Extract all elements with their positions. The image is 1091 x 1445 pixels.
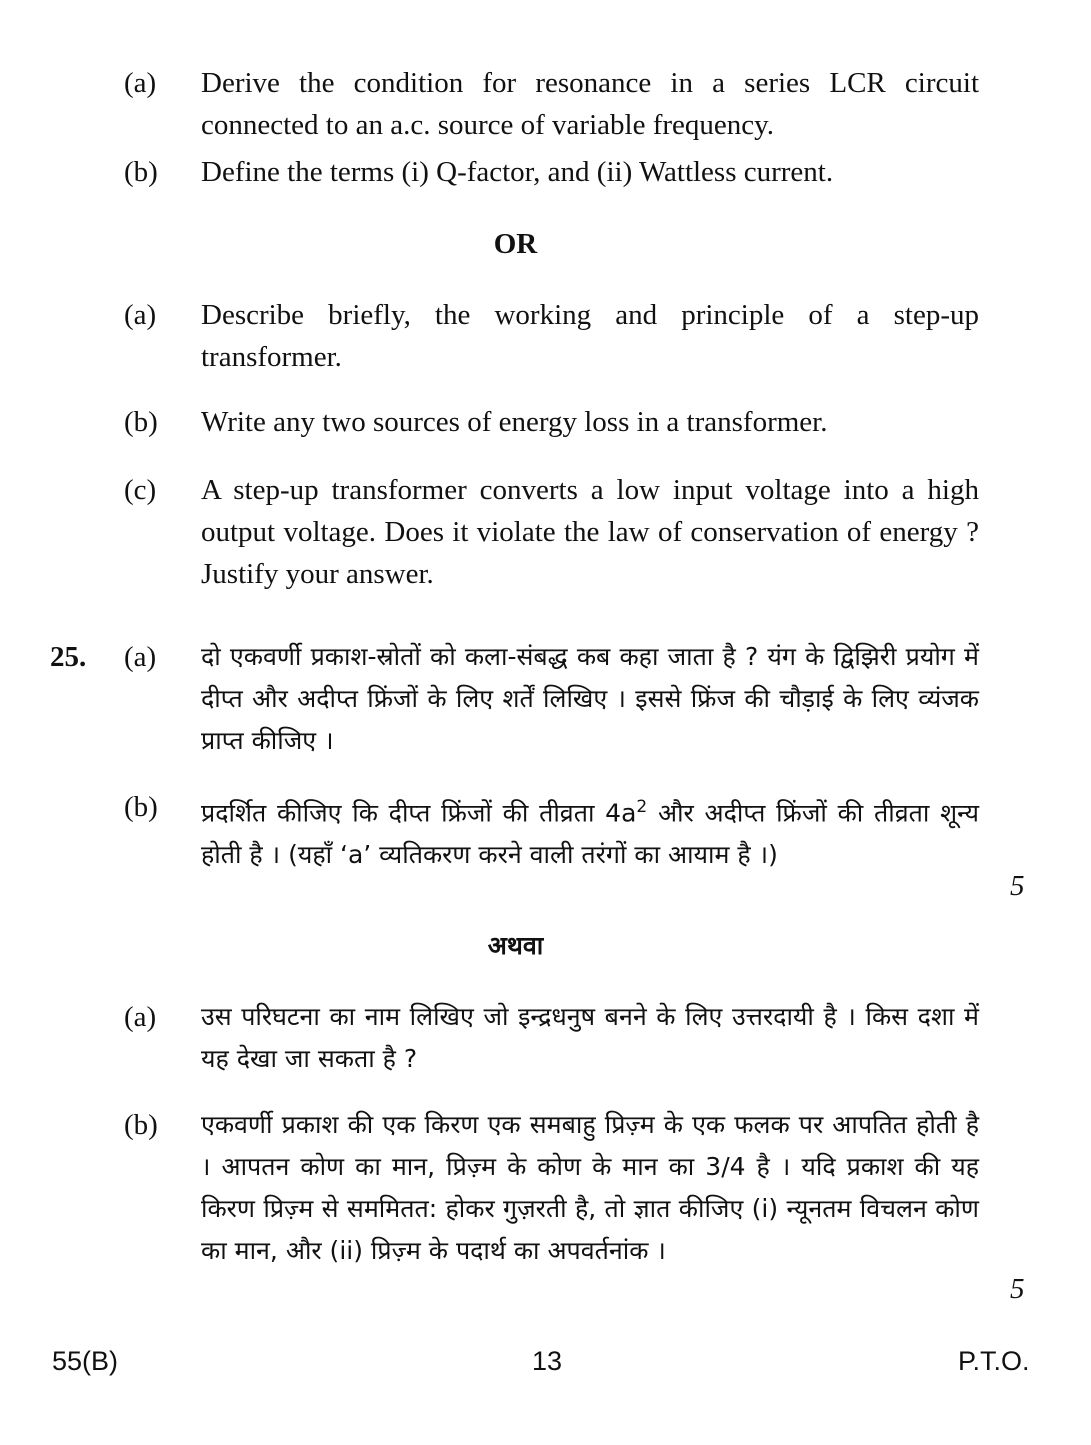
part-text xyxy=(201,786,979,876)
part-label: (a) xyxy=(124,641,157,673)
footer-code: 55(B) xyxy=(52,1346,119,1376)
part-text: दो एकवर्णी प्रकाश-स्रोतों को कला-संबद्ध कब कहा जाता है ? यंग के द्विझिरी प्रयोग में दीप्त और अदीप्त फ्रिंजों के लिए शर्तें लिखिए । इससे फ्रिंज की चौड़ाई के लिए व्यंजक प्राप्त कीजिए । xyxy=(201,642,979,755)
footer-page-number: 13 xyxy=(532,1346,563,1376)
part-label: (b) xyxy=(124,406,158,438)
part-label: (b) xyxy=(124,156,158,188)
part-text: Define the terms (i) Q-factor, and (ii) Wattless current. xyxy=(201,156,834,188)
part-label: (a) xyxy=(124,1001,157,1033)
part-text: Write any two sources of energy loss in a transformer. xyxy=(201,406,828,438)
marks-q25-or: 5 xyxy=(1010,1273,1025,1305)
part-text: एकवर्णी प्रकाश की एक किरण एक समबाहु प्रिज़्म के एक फलक पर आपतित होती है । आपतन कोण का मान, प्रिज़्म के कोण के मान का 3/4 है । यदि प्रकाश की यह किरण प्रिज़्म से सममितत: होकर गुज़रती है, तो ज्ञात कीजिए (i) न्यूनतम विचलन कोण का मान, और (ii) प्रिज़्म के पदार्थ का अपवर्तनांक । xyxy=(201,1110,979,1265)
superscript: 2 xyxy=(636,797,648,817)
text-before: प्रदर्शित कीजिए कि दीप्त फ्रिंजों की तीव्रता 4a xyxy=(201,798,637,828)
or-heading: OR xyxy=(493,228,538,260)
part-label: (c) xyxy=(124,474,157,506)
part-label: (a) xyxy=(124,67,157,99)
part-text: A step-up transformer converts a low input voltage into a high output voltage. Does it violate the law of conservation of energy ? Justify your answer. xyxy=(201,474,979,590)
athva-heading: अथवा xyxy=(487,931,544,960)
part-label: (b) xyxy=(124,791,158,823)
footer-pto: P.T.O. xyxy=(958,1346,1030,1376)
part-label: (a) xyxy=(124,299,157,331)
question-number: 25. xyxy=(50,641,87,673)
part-text: Derive the condition for resonance in a series LCR circuit connected to an a.c. source of variable frequency. xyxy=(201,67,979,141)
part-text: Describe briefly, the working and principle of a step-up transformer. xyxy=(201,299,979,373)
part-text: उस परिघटना का नाम लिखिए जो इन्द्रधनुष बनने के लिए उत्तरदायी है । किस दशा में यह देखा जा सकता है ? xyxy=(201,1002,979,1073)
marks-q25: 5 xyxy=(1010,870,1025,902)
part-label: (b) xyxy=(124,1109,158,1141)
text-after: और अदीप्त फ्रिंजों की तीव्रता शून्य होती है । (यहाँ ‘a’ व्यतिकरण करने वाली तरंगों का आयाम है ।) xyxy=(201,798,980,870)
